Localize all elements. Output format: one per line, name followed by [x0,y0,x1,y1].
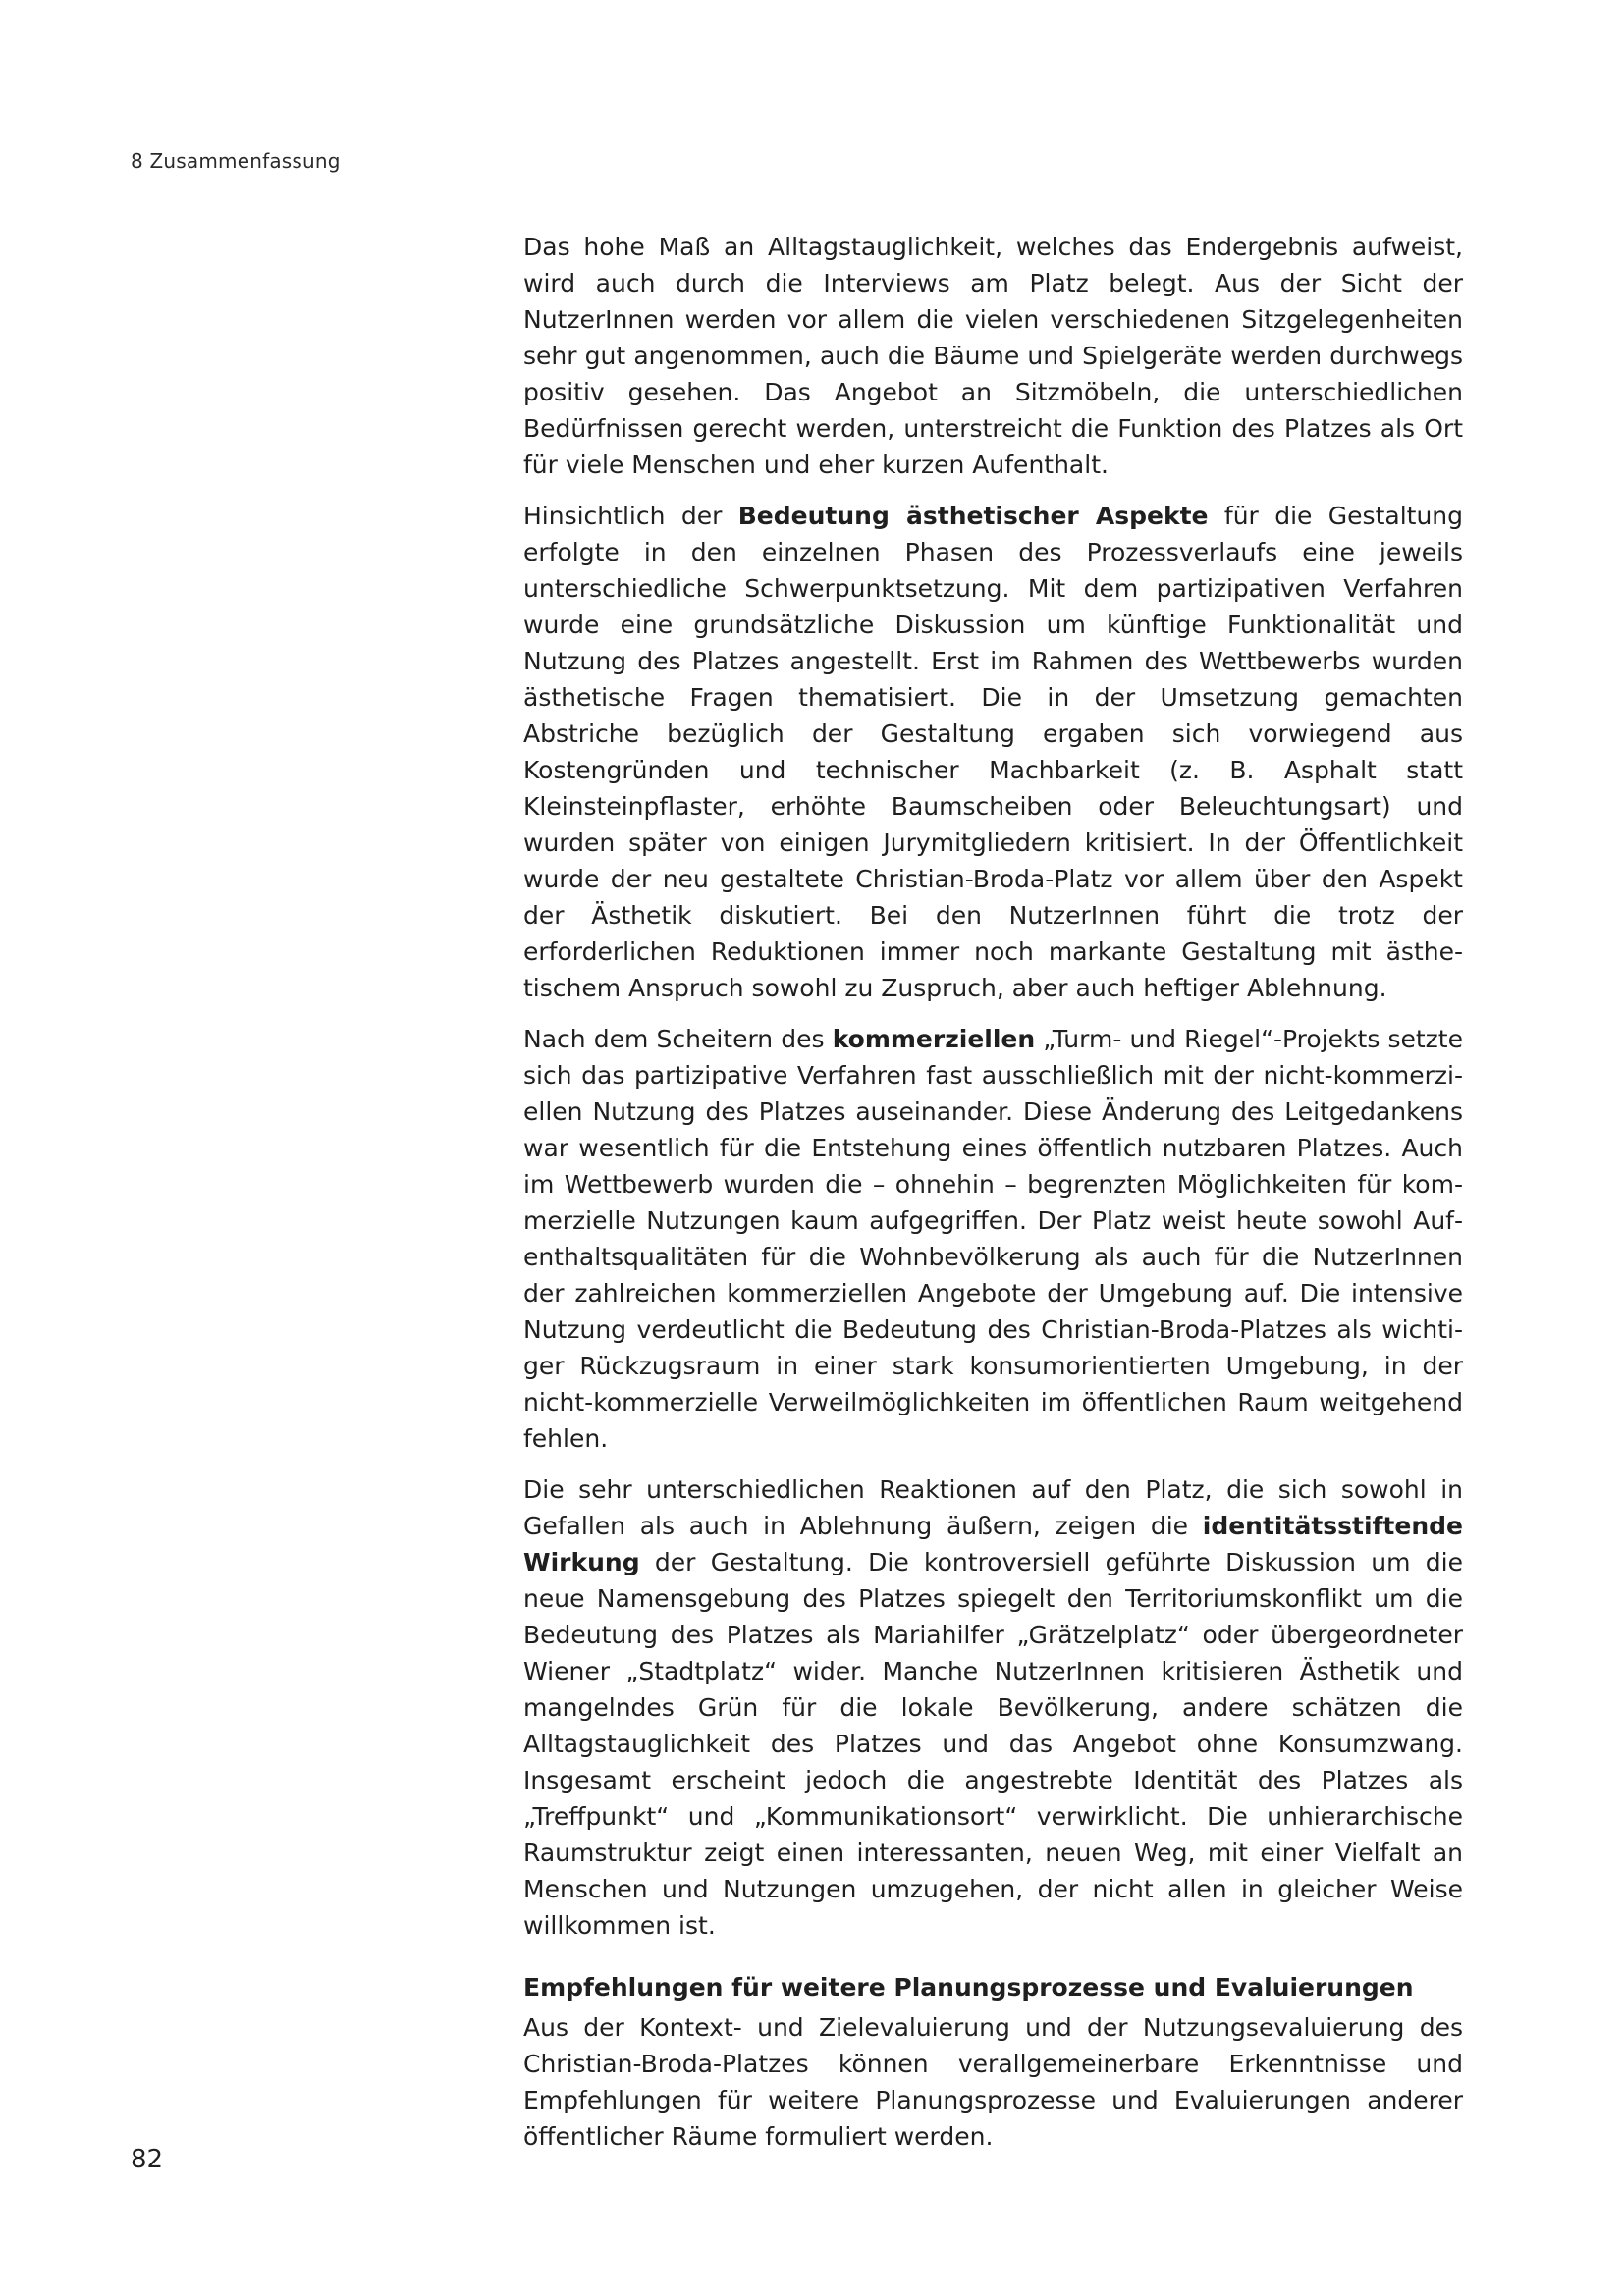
paragraph-commercial [523,1021,1463,1457]
paragraph-text-rest: für die Gestaltung erfolgte in den einzelnen Phasen des Prozessverlaufs eine jeweils unterschiedliche Schwerpunktsetzung. Mit dem partizipativen Verfahren wurde eine grundsätzliche Diskussion um künftige Funktionalität und Nutzung des Platzes angestellt. Erst im Rahmen des Wettbewerbs wurden ästhetische Fragen thematisiert. Die in der Umsetzung gemachten Abstriche bezüglich der Gestaltung ergaben sich vorwiegend aus Kostengründen und technischer Machbarkeit (z. B. Asphalt statt Kleinsteinpflaster, erhöhte Baumscheiben oder Beleuchtungsart) und wurden später von einigen Jurymitgliedern kritisiert. In der Öffentlichkeit wurde der neu gestaltete Christian-Broda-Platz vor allem über den Aspekt der Ästhetik diskutiert. Bei den NutzerInnen führt die trotz der erforderlichen Reduktionen immer noch markante Gestaltung mit ästhetischem Anspruch sowohl zu Zuspruch, aber auch heftiger Ablehnung. [523,502,1464,1002]
paragraph-aesthetics [523,498,1463,1006]
paragraph-text-lead: Nach dem Scheitern des [523,1025,833,1053]
paragraph-text-lead: Die sehr unterschiedlichen Reaktionen auf den Platz, die sich sowohl in Gefallen als auch in Ablehnung äußern, zeigen die [523,1475,1463,1540]
paragraph-identity [523,1471,1463,1944]
page-number: 82 [131,2145,164,2174]
paragraph-keyword: kommerziellen [832,1025,1036,1053]
paragraph-keyword: identitätsstiftende Wirkung [523,1512,1463,1576]
paragraph-text-rest: „Turm- und Riegel“-Projekts setzte sich das partizipative Verfahren fast ausschließlich mit der nicht-kommerziellen Nutzung des Platzes auseinander. Diese Änderung des Leitgedankens war wesentlich für die Entstehung eines öffentlich nutzbaren Platzes. Auch im Wettbewerb wurden die – ohnehin – begrenzten Möglichkeiten für kommerzielle Nutzungen kaum aufgegriffen. Der Platz weist heute sowohl Aufenthaltsqualitäten für die Wohnbevölkerung als auch für die NutzerInnen der zahlreichen kommerziellen Angebote der Umgebung auf. Die intensive Nutzung verdeutlicht die Bedeutung des Christian-Broda-Platzes als wichtiger Rückzugsraum in einer stark konsumorientierten Umgebung, in der nicht-kommerzielle Verweilmöglichkeiten im öffentlichen Raum weitgehend fehlen. [523,1025,1463,1453]
running-header: 8 Zusammenfassung [131,149,341,173]
paragraph-keyword: Bedeutung ästhetischer Aspekte [737,502,1209,530]
section-paragraph [523,2009,1463,2155]
paragraph-everyday-usability [523,229,1463,483]
section-text: Aus der Kontext- und Zielevaluierung und der Nutzungsevaluierung des Christian-Broda-Platzes können verallgemeinerbare Erkenntnisse und Empfehlungen für weitere Planungsprozesse und Evaluierungen anderer öffentlicher Räume formuliert werden. [523,2013,1463,2151]
paragraph-text: Das hohe Maß an Alltagstauglichkeit, welches das Endergebnis aufweist, wird auch durch die Interviews am Platz belegt. Aus der Sicht der NutzerInnen werden vor allem die vielen verschiedenen Sitzgelegenheiten sehr gut angenommen, auch die Bäume und Spielgeräte werden durchwegs positiv gesehen. Das Angebot an Sitzmöbeln, die unterschiedlichen Bedürfnissen gerecht werden, unterstreicht die Funktion des Platzes als Ort für viele Menschen und eher kurzen Aufenthalt. [523,233,1463,479]
paragraph-text-rest: der Gestaltung. Die kontroversiell geführte Diskussion um die neue Namensgebung des Platzes spiegelt den Territoriumskonflikt um die Bedeutung des Platzes als Mariahilfer „Grätzelplatz“ oder übergeordneter Wiener „Stadtplatz“ wider. Manche NutzerInnen kritisieren Ästhetik und mangelndes Grün für die lokale Bevölkerung, andere schätzen die Alltagstauglichkeit des Platzes und das Angebot ohne Konsumzwang. Insgesamt erscheint jedoch die angestrebte Identität des Platzes als „Treffpunkt“ und „Kommunikationsort“ verwirklicht. Die unhierarchische Raumstruktur zeigt einen interessanten, neuen Weg, mit einer Vielfalt an Menschen und Nutzungen umzugehen, der nicht allen in gleicher Weise willkommen ist. [523,1548,1463,1940]
section-heading: Empfehlungen für weitere Planungsprozesse und Evaluierungen [523,1973,1414,2002]
paragraph-text-lead: Hinsichtlich der [523,502,738,530]
main-text-column [523,229,1463,2169]
